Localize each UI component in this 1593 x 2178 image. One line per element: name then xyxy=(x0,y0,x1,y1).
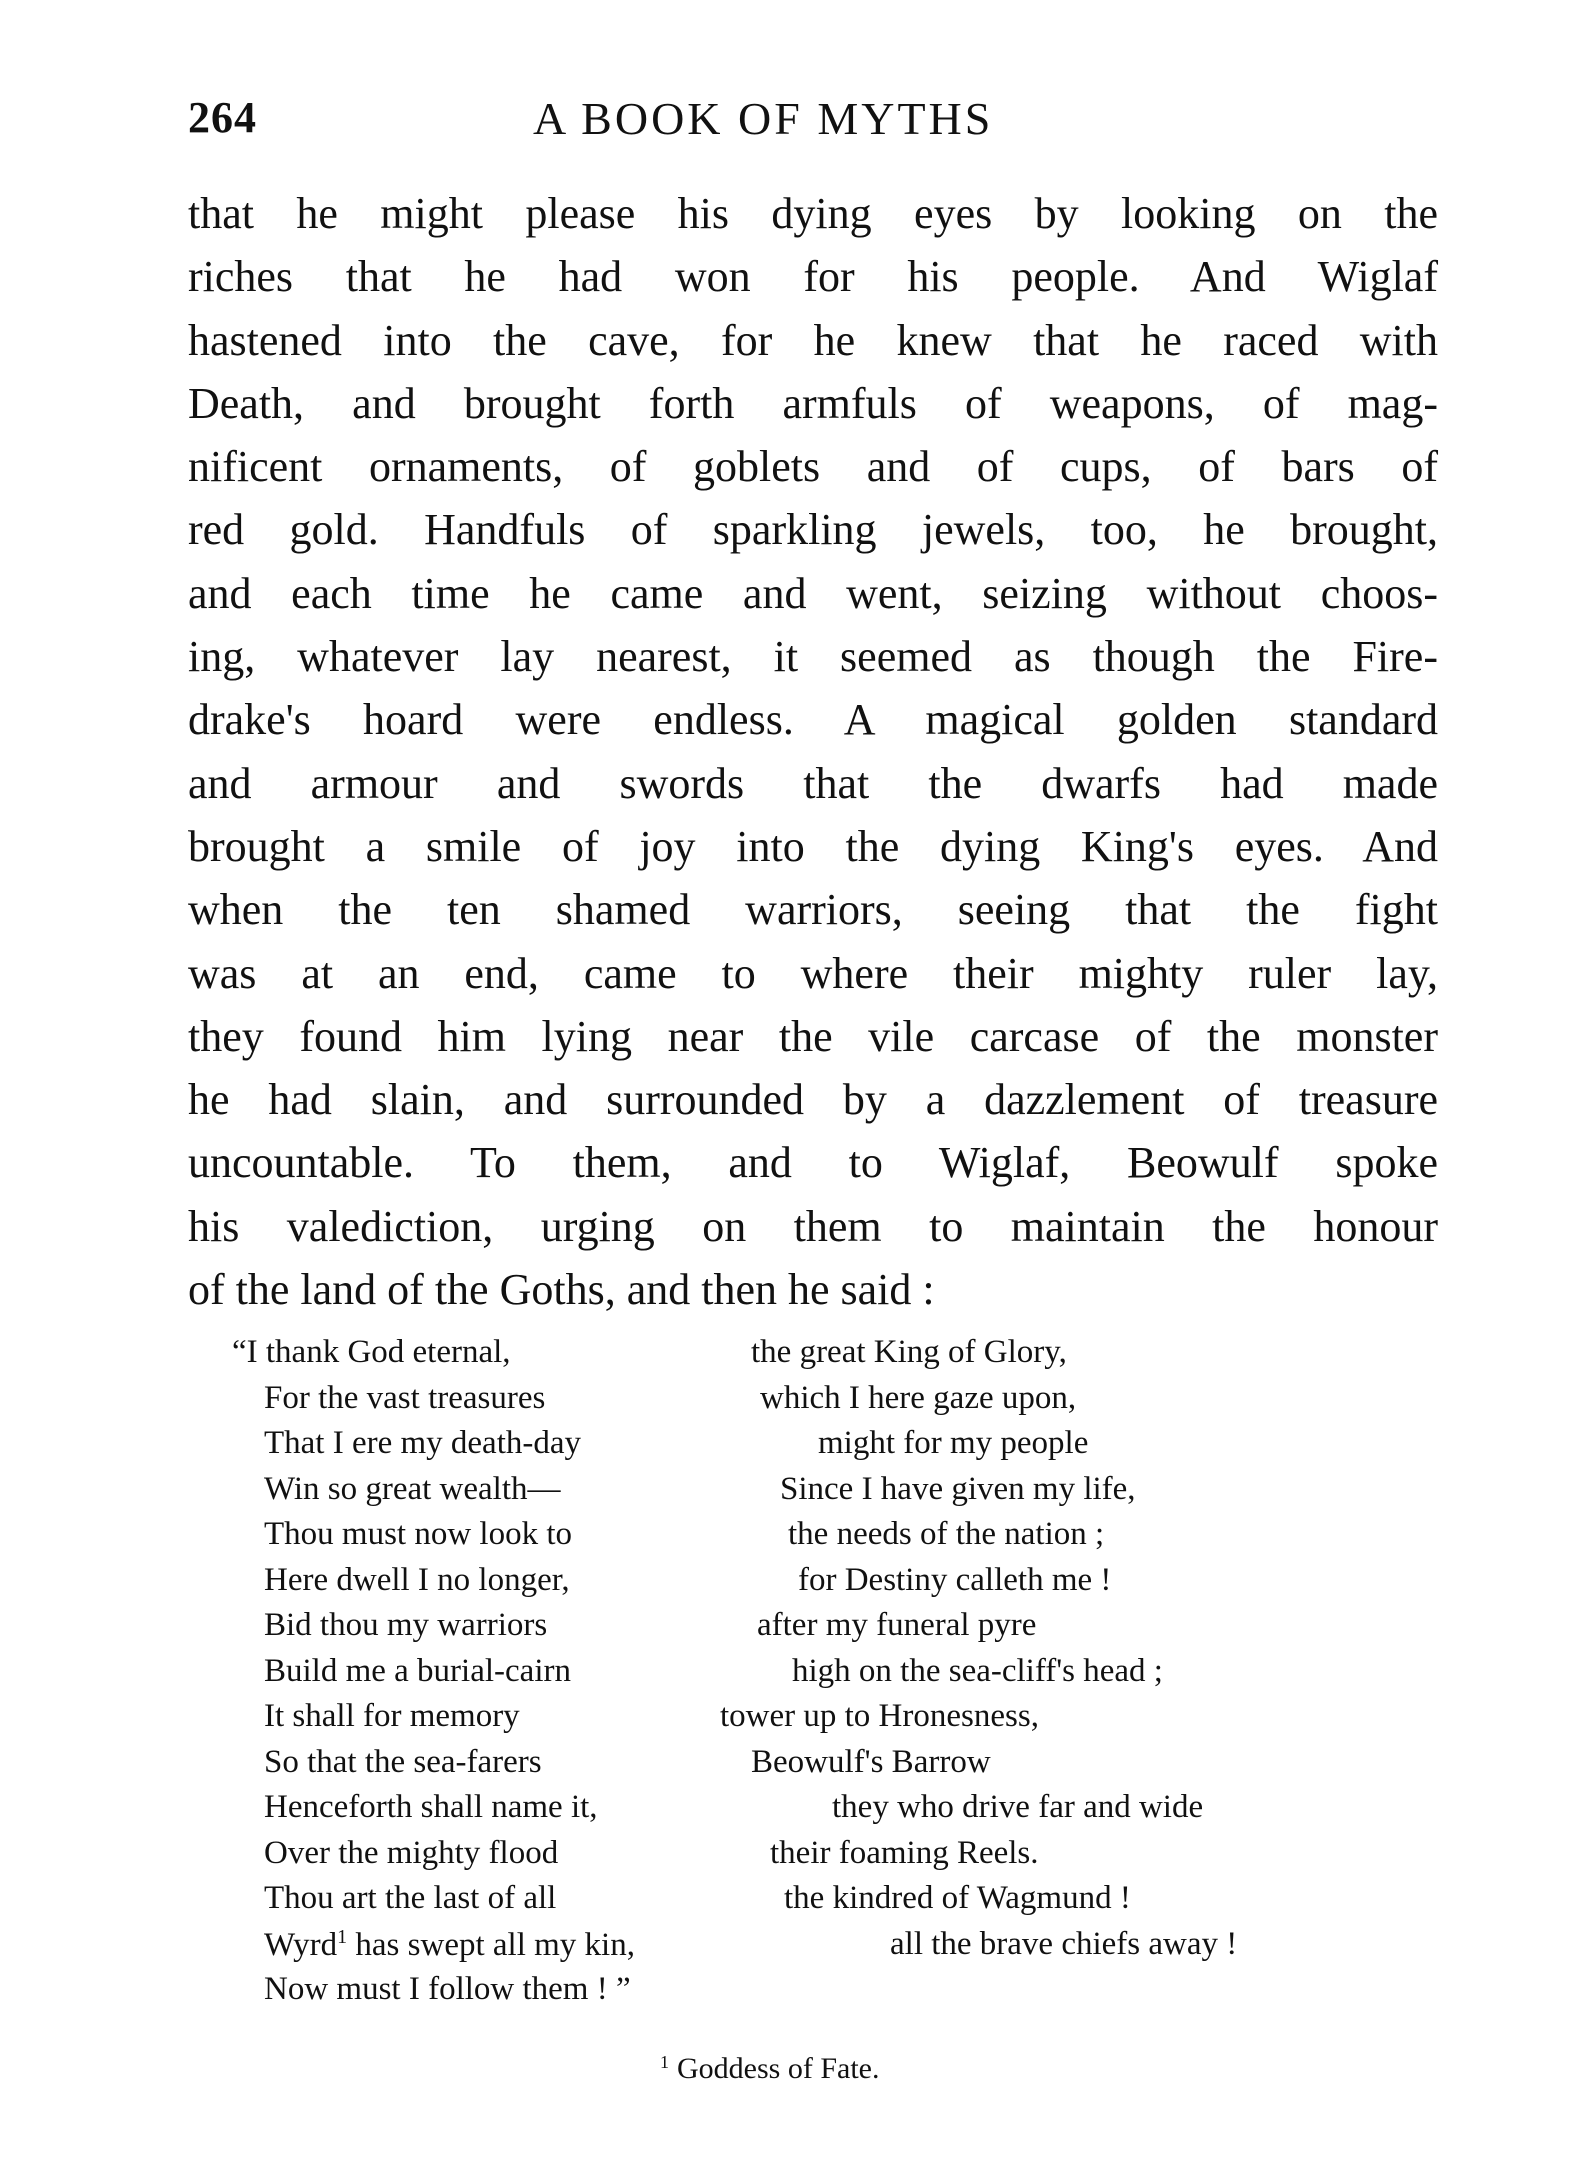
verse-first-half: Over the mighty flood xyxy=(264,1834,559,1871)
body-paragraph xyxy=(188,182,1438,1321)
poem-verse xyxy=(232,1971,1392,2017)
verse-second-half: tower up to Hronesness, xyxy=(720,1698,1039,1734)
body-line: he had slain, and surrounded by a dazzlement of treasure xyxy=(188,1075,1438,1125)
poem-verse xyxy=(232,1744,1392,1790)
verse-first-half: Win so great wealth— xyxy=(264,1470,561,1507)
body-line: and each time he came and went, seizing without choos- xyxy=(188,568,1438,618)
verse-first-half: It shall for memory xyxy=(264,1698,520,1734)
verse-first-half xyxy=(264,1926,635,1964)
poem-verse xyxy=(232,1471,1392,1517)
running-title: A BOOK OF MYTHS xyxy=(533,93,994,144)
footnote-reference-mark: 1 xyxy=(337,1925,348,1948)
body-line: hastened into the cave, for he knew that he raced with xyxy=(188,315,1438,365)
verse-second-half: their foaming Reels. xyxy=(770,1834,1039,1871)
verse-first-half: Henceforth shall name it, xyxy=(264,1789,598,1825)
body-line: ing, whatever lay nearest, it seemed as though the Fire- xyxy=(188,632,1438,682)
body-line: nificent ornaments, of goblets and of cups, of bars of xyxy=(188,442,1438,492)
verse-first-half: Now must I follow them ! ” xyxy=(264,1971,631,2007)
verse-second-half: high on the sea-cliff's head ; xyxy=(792,1652,1163,1689)
verse-first-half: Thou art the last of all xyxy=(264,1880,557,1916)
verse-second-half: Beowulf's Barrow xyxy=(751,1743,991,1780)
poem-verse xyxy=(232,1926,1392,1972)
body-line: uncountable. To them, and to Wiglaf, Beowulf spoke xyxy=(188,1138,1438,1188)
verse-first-half: Here dwell I no longer, xyxy=(264,1561,570,1598)
body-line: brought a smile of joy into the dying King's eyes. And xyxy=(188,821,1438,871)
verse-second-half: the great King of Glory, xyxy=(751,1334,1067,1370)
verse-first-half: “I thank God eternal, xyxy=(232,1334,511,1370)
body-line: was at an end, came to where their mighty ruler lay, xyxy=(188,948,1438,998)
verse-second-half: they who drive far and wide xyxy=(832,1789,1204,1825)
body-line: his valediction, urging on them to maintain the honour xyxy=(188,1201,1438,1251)
verse-second-half: the needs of the nation ; xyxy=(788,1516,1105,1552)
verse-second-half: might for my people xyxy=(818,1425,1089,1461)
poem-verse xyxy=(232,1653,1392,1699)
body-line: red gold. Handfuls of sparkling jewels, too, he brought, xyxy=(188,505,1438,555)
poem-verse xyxy=(232,1698,1392,1744)
poem-verse xyxy=(232,1334,1392,1380)
verse-first-half-rest: has swept all my kin, xyxy=(347,1926,635,1963)
body-line: they found him lying near the vile carcase of the monster xyxy=(188,1011,1438,1061)
body-line: and armour and swords that the dwarfs had made xyxy=(188,758,1438,808)
poem-verse xyxy=(232,1607,1392,1653)
verse-first-half-word: Wyrd xyxy=(264,1926,338,1963)
body-line: riches that he had won for his people. And Wiglaf xyxy=(188,252,1438,302)
verse-first-half: For the vast treasures xyxy=(264,1379,546,1416)
footnote-mark: 1 xyxy=(660,2052,669,2072)
verse-first-half: Bid thou my warriors xyxy=(264,1607,548,1643)
poem-verse xyxy=(232,1425,1392,1471)
body-line: drake's hoard were endless. A magical golden standard xyxy=(188,695,1438,745)
verse-second-half: the kindred of Wagmund ! xyxy=(784,1880,1131,1916)
verse-first-half: That I ere my death-day xyxy=(264,1425,582,1461)
verse-second-half: which I here gaze upon, xyxy=(760,1379,1077,1416)
poem-verse xyxy=(232,1516,1392,1562)
body-line: when the ten shamed warriors, seeing that the fight xyxy=(188,885,1438,935)
verse-second-half: Since I have given my life, xyxy=(780,1470,1136,1507)
page-number: 264 xyxy=(188,93,257,142)
poem-verse xyxy=(232,1835,1392,1881)
poem-verse xyxy=(232,1789,1392,1835)
poem-verse xyxy=(232,1880,1392,1926)
body-line: that he might please his dying eyes by looking on the xyxy=(188,189,1438,238)
page-header xyxy=(188,92,1438,152)
verse-first-half: Build me a burial-cairn xyxy=(264,1652,571,1689)
verse-second-half: for Destiny calleth me ! xyxy=(798,1561,1112,1598)
verse-second-half: after my funeral pyre xyxy=(757,1607,1037,1643)
poem-block xyxy=(232,1334,1392,2017)
verse-first-half: Thou must now look to xyxy=(264,1516,573,1552)
footnote xyxy=(660,2052,879,2086)
verse-second-half: all the brave chiefs away ! xyxy=(890,1925,1238,1962)
body-line: Death, and brought forth armfuls of weapons, of mag- xyxy=(188,378,1438,428)
poem-verse xyxy=(232,1562,1392,1608)
body-line: of the land of the Goths, and then he said : xyxy=(188,1265,935,1315)
poem-verse xyxy=(232,1380,1392,1426)
footnote-text: Goddess of Fate. xyxy=(677,2052,880,2085)
verse-first-half: So that the sea-farers xyxy=(264,1743,542,1780)
